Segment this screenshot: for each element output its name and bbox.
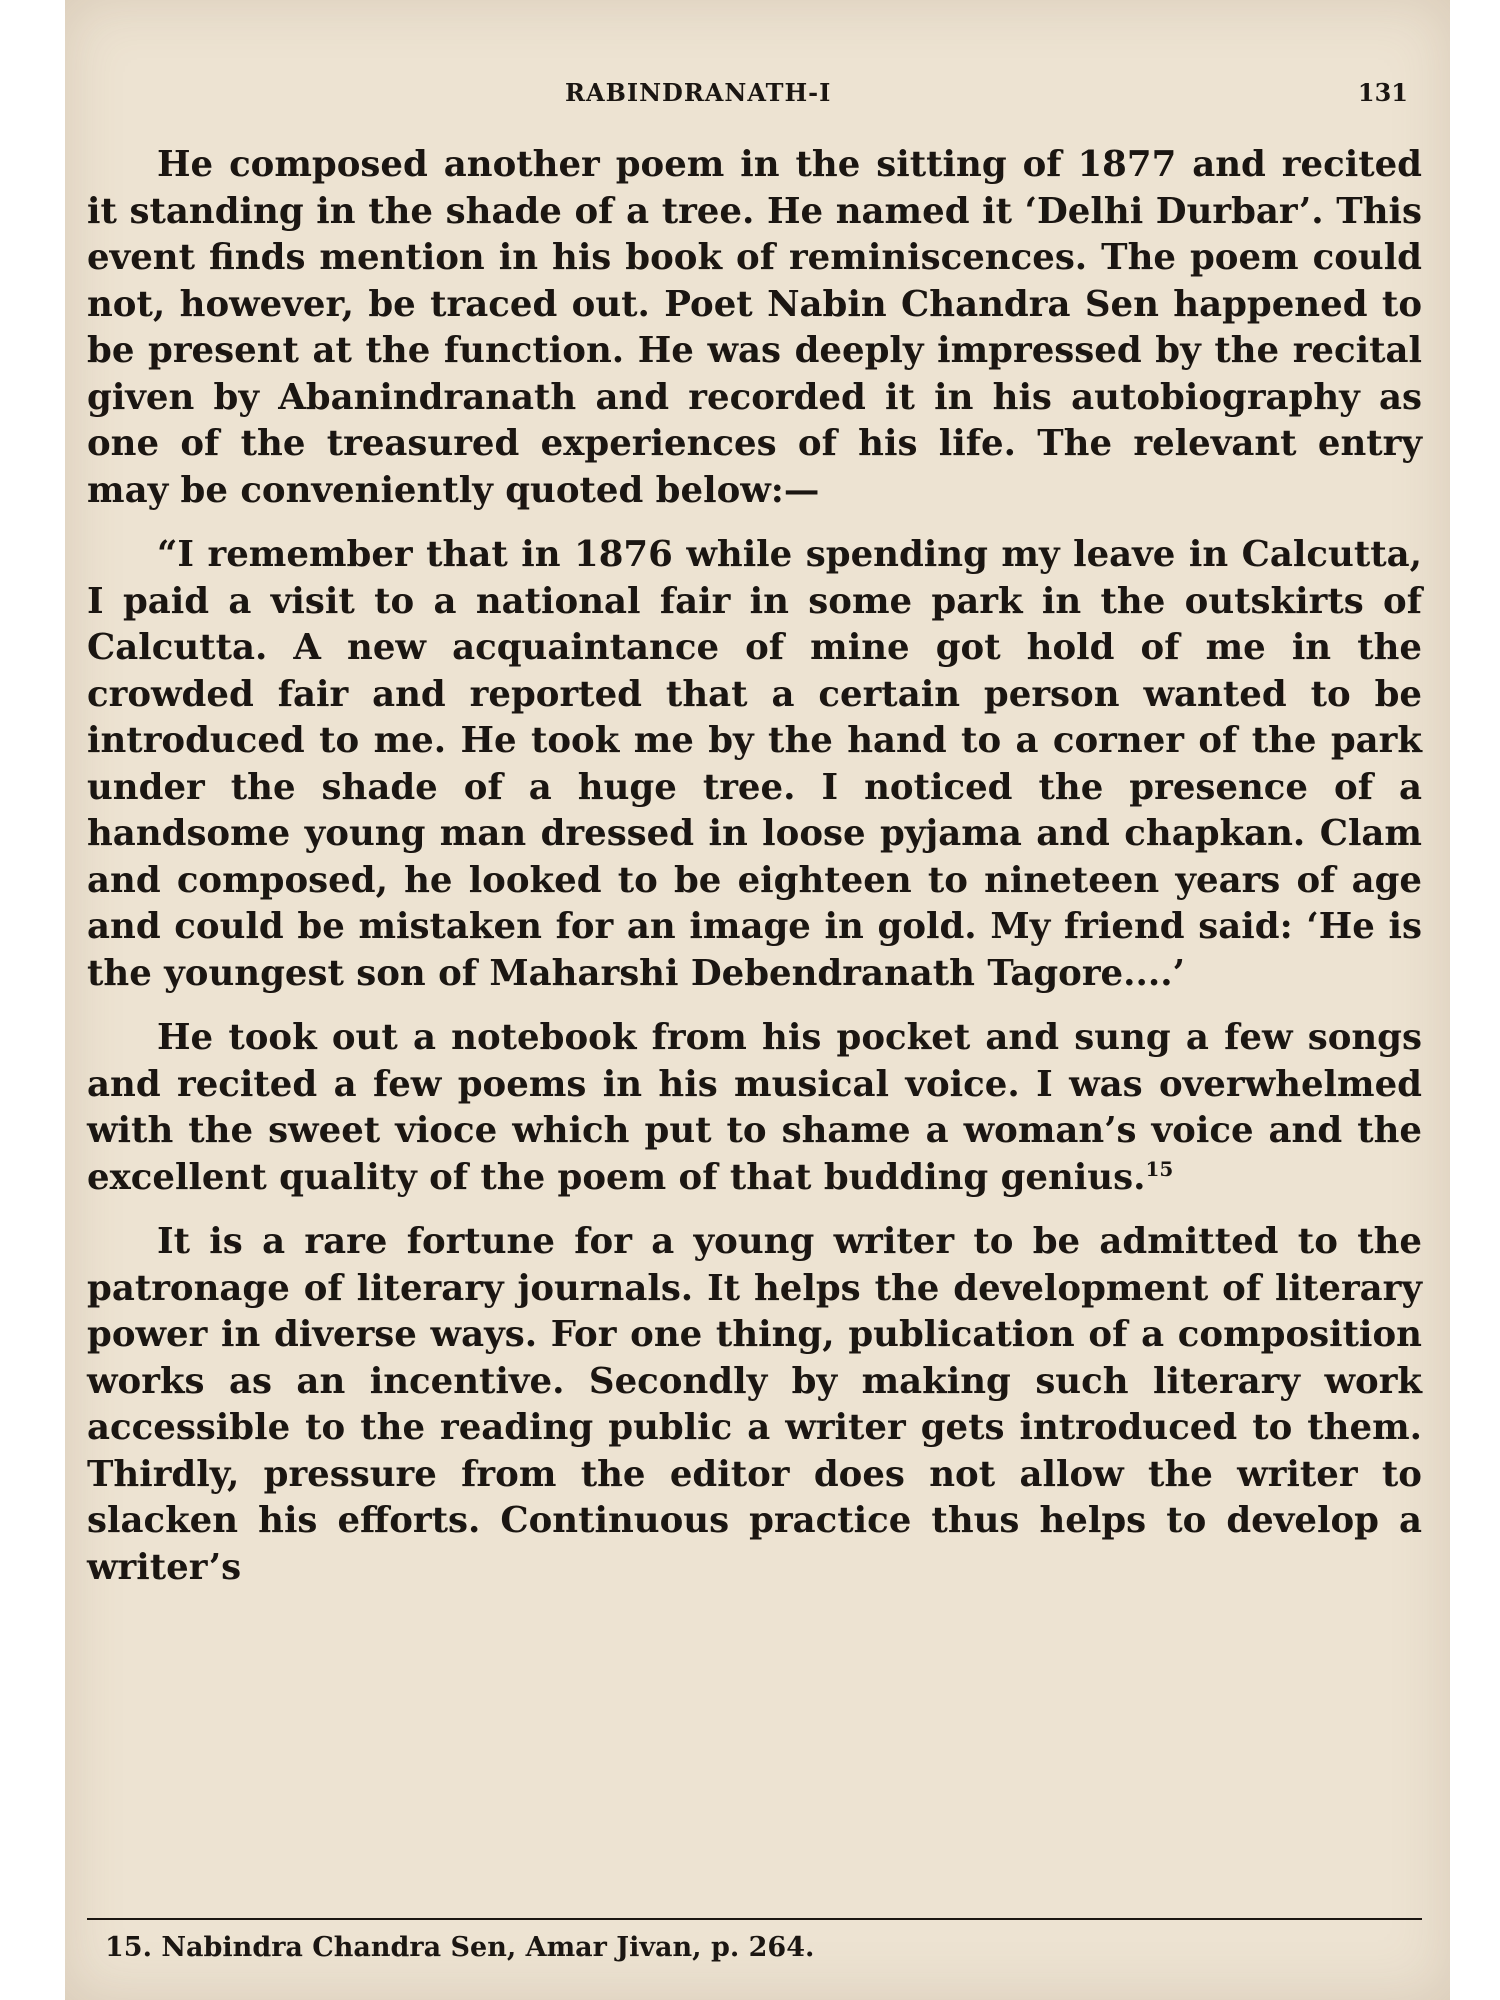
footnote: 15. Nabindra Chandra Sen, Amar Jivan, p. 264.: [105, 1932, 815, 1963]
paragraph-4: It is a rare fortune for a young writer to be admitted to the patronage of literary journals. It helps the development of literary power in diverse ways. For one thing, publication of a composition works as an incentive. Secondly by making such literary work accessible to the reading public a writer gets introduced to them. Thirdly, pressure from the editor does not allow the writer to slacken his efforts. Continuous practice thus helps to develop a writer’s: [87, 1221, 1422, 1588]
paragraph-1: He composed another poem in the sitting of 1877 and recited it standing in the shade of a tree. He named it ‘Delhi Durbar’. This event finds mention in his book of reminiscences. The poem could not, however, be traced out. Poet Nabin Chandra Sen happened to be present at the function. He was deeply impressed by the recital given by Abanindranath and recorded it in his autobiography as one of the treasured experiences of his life. The relevant entry may be conveniently quoted below:—: [87, 144, 1422, 511]
page-header: [65, 78, 1450, 118]
paragraph-3: [87, 1015, 1422, 1201]
footnote-reference: 15: [1145, 1156, 1174, 1181]
book-page: [65, 0, 1450, 2000]
paragraph-3-text: He took out a notebook from his pocket and sung a few songs and recited a few poems in his musical voice. I was overwhelmed with the sweet vioce which put to shame a woman’s voice and the excellent quality of the poem of that budding genius.: [87, 1017, 1422, 1198]
paragraph-2: “I remember that in 1876 while spending my leave in Calcutta, I paid a visit to a national fair in some park in the outskirts of Calcutta. A new acquaintance of mine got hold of me in the crowded fair and reported that a certain person wanted to be introduced to me. He took me by the hand to a corner of the park under the shade of a huge tree. I noticed the presence of a handsome young man dressed in loose pyjama and chapkan. Clam and composed, he looked to be eighteen to nineteen years of age and could be mistaken for an image in gold. My friend said: ‘He is the youngest son of Maharshi Debendranath Tagore....’: [87, 534, 1422, 994]
body-text: [87, 142, 1422, 1609]
page-number: 131: [1357, 78, 1408, 107]
footnote-divider: [87, 1918, 1422, 1920]
running-title: RABINDRANATH-I: [565, 78, 832, 107]
